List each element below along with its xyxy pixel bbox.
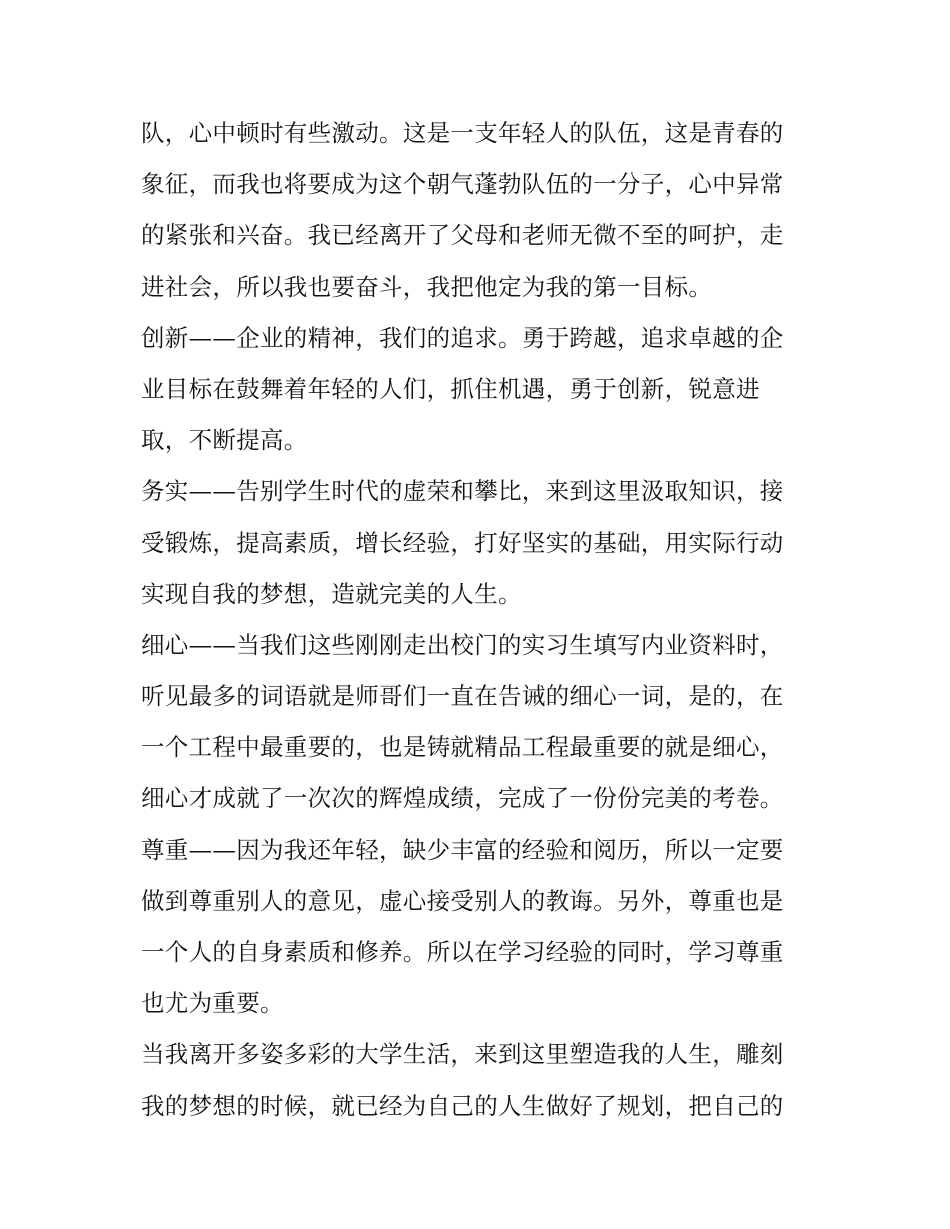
text-line: 我的梦想的时候，就已经为自己的人生做好了规划，把自己的	[141, 1091, 784, 1120]
text-line: 尊重——因为我还年轻，缺少丰富的经验和阅历，所以一定要	[141, 835, 784, 864]
text-line: 细心才成就了一次次的辉煌成绩，完成了一份份完美的考卷。	[141, 784, 784, 813]
text-line: 象征，而我也将要成为这个朝气蓬勃队伍的一分子，心中异常	[141, 170, 784, 199]
text-line: 受锻炼，提高素质，增长经验，打好坚实的基础，用实际行动	[141, 528, 784, 557]
text-line: 进社会，所以我也要奋斗，我把他定为我的第一目标。	[141, 272, 713, 301]
text-line: 做到尊重别人的意见，虚心接受别人的教诲。另外，尊重也是	[141, 886, 784, 915]
text-line: 业目标在鼓舞着年轻的人们，抓住机遇，勇于创新，锐意进	[141, 374, 760, 403]
text-line: 一个人的自身素质和修养。所以在学习经验的同时，学习尊重	[141, 938, 784, 966]
text-line: 当我离开多姿多彩的大学生活，来到这里塑造我的人生，雕刻	[141, 1040, 784, 1069]
document-body	[141, 108, 816, 1132]
text-line: 取，不断提高。	[141, 426, 308, 455]
text-line: 细心——当我们这些刚刚走出校门的实习生填写内业资料时，	[141, 630, 784, 659]
text-line: 也尤为重要。	[141, 989, 284, 1018]
text-line: 实现自我的梦想，造就完美的人生。	[141, 579, 522, 608]
text-line: 队，心中顿时有些激动。这是一支年轻人的队伍，这是青春的	[141, 119, 784, 147]
text-line: 创新——企业的精神，我们的追求。勇于跨越，追求卓越的企	[141, 323, 784, 352]
text-line: 务实——告别学生时代的虚荣和攀比，来到这里汲取知识，接	[141, 477, 784, 506]
text-line: 听见最多的词语就是师哥们一直在告诫的细心一词，是的，在	[141, 682, 784, 711]
text-line: 的紧张和兴奋。我已经离开了父母和老师无微不至的呵护，走	[141, 221, 784, 250]
text-line: 一个工程中最重要的，也是铸就精品工程最重要的就是细心，	[141, 733, 784, 762]
